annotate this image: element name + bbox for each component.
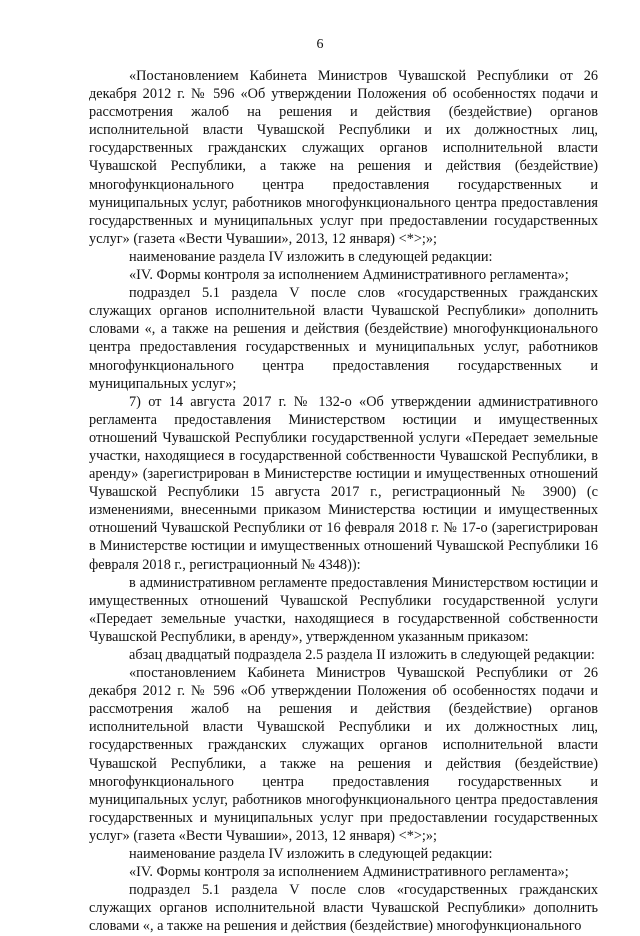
paragraph: наименование раздела IV изложить в следующей редакции:	[129, 846, 493, 863]
paragraph: 7) от 14 августа 2017 г. № 132-о «Об утверждении административного регламента предоставления Министерством юстиции и имущественных отношений Чувашской Республики государственной услуги «Передает земельные участки, находящиеся в государственной собственности Чувашской Республики, в аренду» (зарегистрирован в Министерстве юстиции и имущественных отношений Чувашской Республики 15 августа 2017 г., регистрационный № 3900) (с изменениями, внесенными приказом Министерства юстиции и имущественных отношений Чувашской Республики от 16 февраля 2018 г. № 17-о (зарегистрирован в Министерстве юстиции и имущественных отношений Чувашской Республики 16 февраля 2018 г., регистрационный № 4348)):	[89, 393, 598, 573]
paragraph: в административном регламенте предоставления Министерством юстиции и имущественных отношений Чувашской Республики государственной услуги «Передает земельные участки, находящиеся в государственной собственности Чувашской Республики, в аренду», утвержденном указанным приказом:	[89, 574, 598, 645]
paragraph: абзац двадцатый подраздела 2.5 раздела II изложить в следующей редакции:	[129, 647, 595, 663]
paragraph: «постановлением Кабинета Министров Чувашской Республики от 26 декабря 2012 г. № 596 «Об утверждении Положения об особенностях подачи и рассмотрения жалоб на решения и действия (бездействие) органов исполнительной власти Чувашской Республики и их должностных лиц, государственных гражданских служащих органов исполнительной власти Чувашской Республики, а также на решения и действия (бездействие) многофункционального центра предоставления государственных и муниципальных услуг, работников многофункционального центра предоставления государственных и муниципальных услуг при предоставлении государственных услуг» (газета «Вести Чувашии», 2013, 12 января) <*>;»;	[89, 665, 598, 844]
page-number: 6	[316, 37, 324, 52]
paragraph: «IV. Формы контроля за исполнением Административного регламента»;	[129, 864, 569, 881]
document-body	[89, 67, 598, 936]
paragraph: «Постановлением Кабинета Министров Чувашской Республики от 26 декабря 2012 г. № 596 «Об утверждении Положения об особенностях подачи и рассмотрения жалоб на решения и действия (бездействие) органов исполнительной власти Чувашской Республики и их должностных лиц, государственных гражданских служащих органов исполнительной власти Чувашской Республики, а также на решения и действия (бездействие) многофункционального центра предоставления государственных и муниципальных услуг, работников многофункционального центра предоставления государственных и муниципальных услуг при предоставлении государственных услуг» (газета «Вести Чувашии», 2013, 12 января) <*>;»;	[89, 68, 598, 247]
paragraph: подраздел 5.1 раздела V после слов «государственных гражданских служащих органов исполнительной власти Чувашской Республики» дополнить словами «, а также на решения и действия (бездействие) многофункционального центра предоставления государственных и муниципальных услуг, работников многофункционального центра предоставления государственных и муниципальных услуг»;	[89, 285, 598, 392]
paragraph: наименование раздела IV изложить в следующей редакции:	[129, 248, 493, 265]
paragraph: «IV. Формы контроля за исполнением Административного регламента»;	[129, 267, 569, 284]
paragraph: подраздел 5.1 раздела V после слов «государственных гражданских служащих органов исполнительной власти Чувашской Республики» дополнить словами «, а также на решения и действия (бездействие) многофункционального	[89, 882, 598, 935]
